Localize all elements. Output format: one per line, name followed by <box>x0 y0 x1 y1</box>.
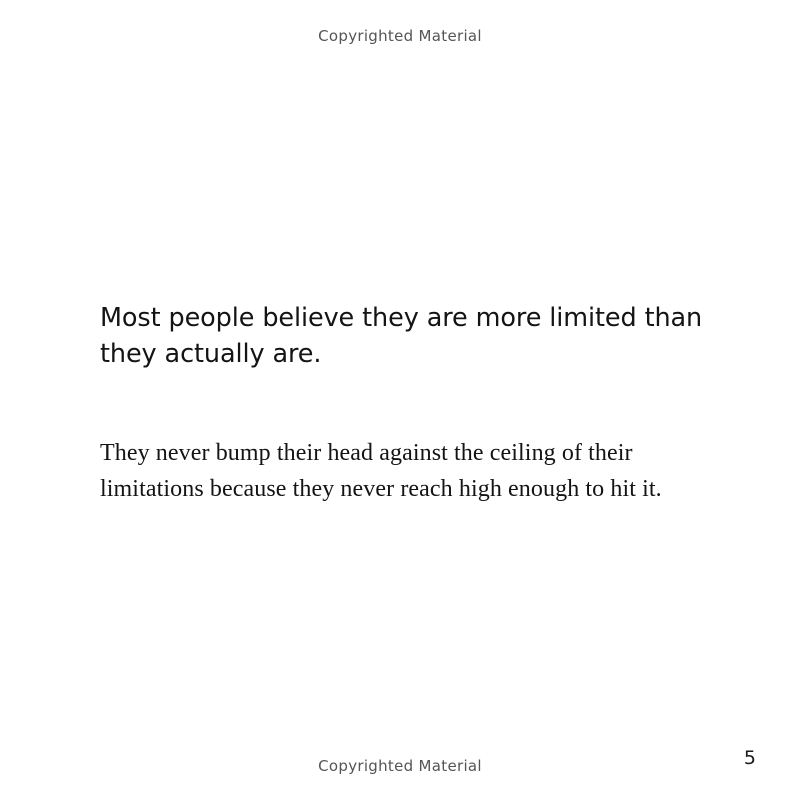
copyright-watermark-bottom: Copyrighted Material <box>318 757 482 775</box>
page-number: 5 <box>743 747 756 769</box>
page-content <box>100 300 710 507</box>
page-body-paragraph: They never bump their head against the ceiling of their limitations because they never reach high enough to hit it. <box>100 440 662 502</box>
page-headline: Most people believe they are more limited than they actually are. <box>100 303 703 369</box>
copyright-watermark-top: Copyrighted Material <box>318 27 482 45</box>
